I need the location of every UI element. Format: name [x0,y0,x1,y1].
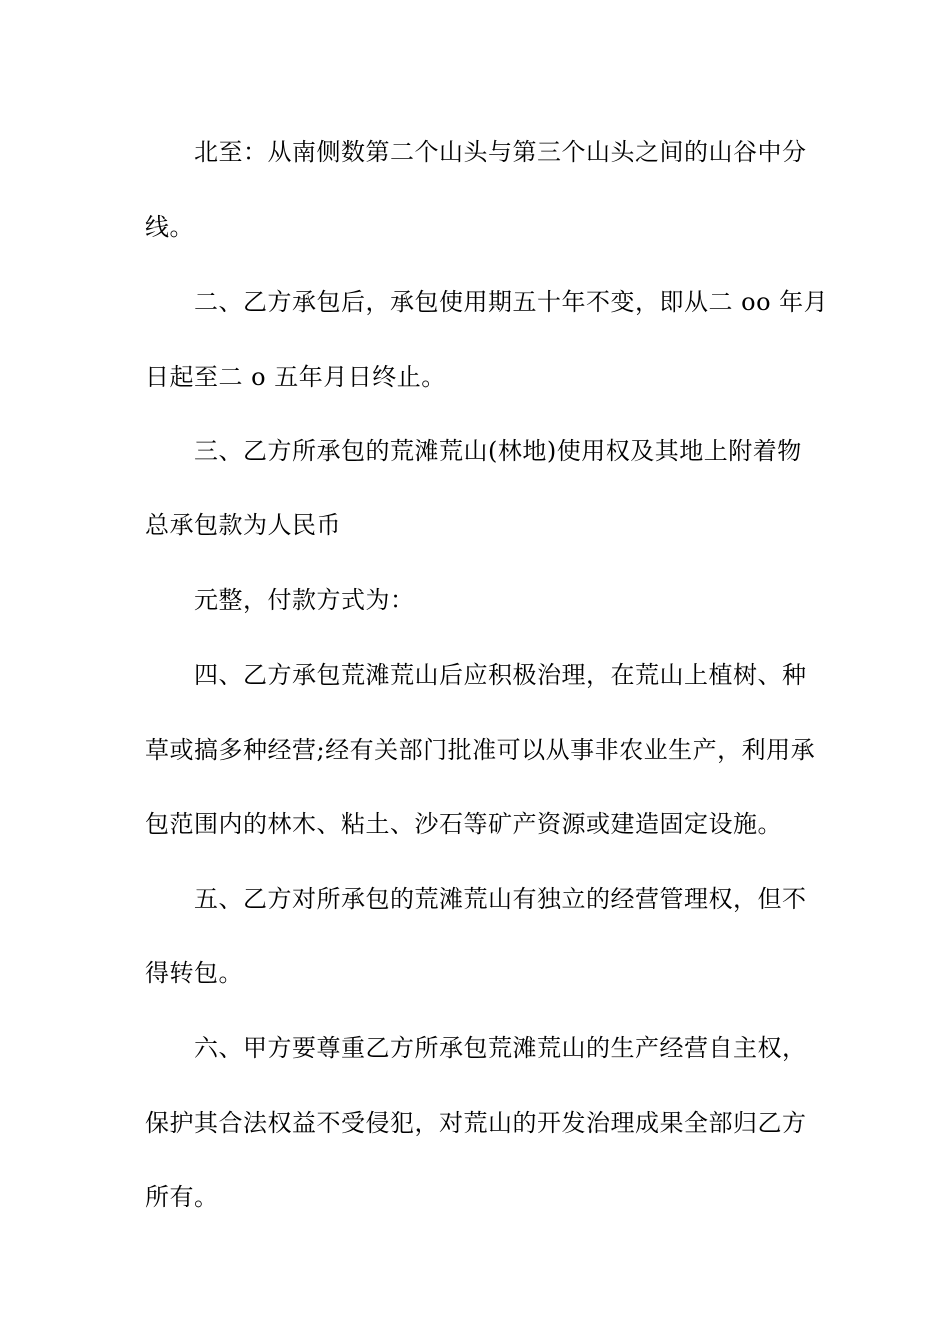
text-line: 得转包。 [145,959,243,987]
text-line: 保护其合法权益不受侵犯，对荒山的开发治理成果全部归乙方 [145,1109,807,1137]
text-line: 包范围内的林木、粘土、沙石等矿产资源或建造固定设施。 [145,810,782,838]
text-line: 三、乙方所承包的荒滩荒山(林地)使用权及其地上附着物 [194,437,802,465]
text-line: 五、乙方对所承包的荒滩荒山有独立的经营管理权，但不 [194,885,807,913]
text-line: 所有。 [145,1183,219,1211]
text-line: 北至：从南侧数第二个山头与第三个山头之间的山谷中分 [194,138,807,166]
text-line: 四、乙方承包荒滩荒山后应积极治理，在荒山上植树、种 [194,661,807,689]
text-line: 线。 [145,213,194,241]
text-line: 六、甲方要尊重乙方所承包荒滩荒山的生产经营自主权， [194,1034,807,1062]
text-line: 二、乙方承包后，承包使用期五十年不变，即从二 oo 年月 [194,288,829,316]
text-line: 草或搞多种经营;经有关部门批准可以从事非农业生产，利用承 [145,736,816,764]
text-line: 元整，付款方式为： [194,586,415,614]
text-line: 日起至二 o 五年月日终止。 [145,363,446,391]
text-line: 总承包款为人民币 [145,511,341,539]
